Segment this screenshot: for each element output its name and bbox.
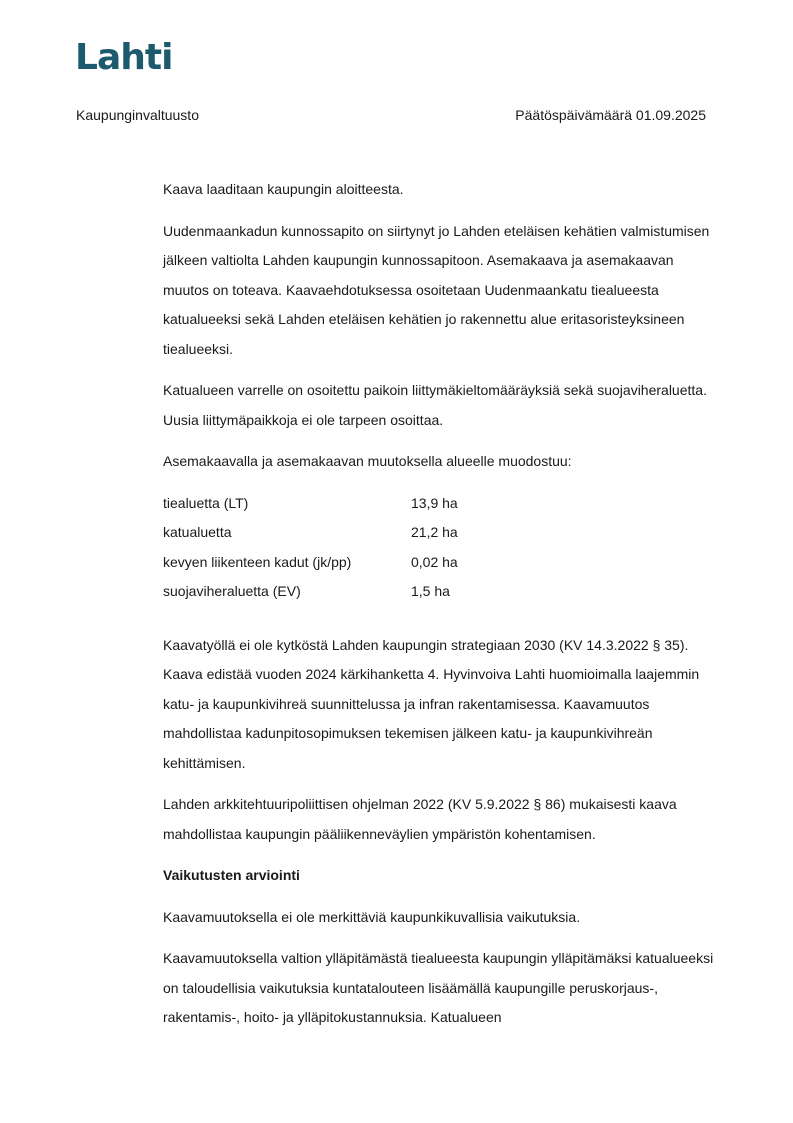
area-name: tiealuetta (LT) — [163, 494, 249, 511]
paragraph-street-area: Katualueen varrelle on osoitettu paikoin liittymäkieltomääräyksiä sekä suojaviheraluetta. Uusia liittymäpaikkoja ei ole tarpeen osoittaa. — [163, 382, 707, 428]
document-body — [163, 175, 723, 1045]
paragraph-cityscape-impact: Kaavamuutoksella ei ole merkittäviä kaupunkikuvallisia vaikutuksia. — [163, 908, 581, 925]
area-list — [163, 489, 723, 607]
paragraph-strategy: Kaavatyöllä ei ole kytköstä Lahden kaupungin strategiaan 2030 (KV 14.3.2022 § 35). Kaava edistää vuoden 2024 kärkihanketta 4. Hyvinvoiva Lahti huomioimalla laajemmin katu- ja kaupunkivihreä suunnittelussa ja infran rakentamisessa. Kaavamuutos mahdollistaa kadunpitosopimuksen tekemisen jälkeen katu- ja kaupunkivihreän kehittämisen. — [163, 636, 700, 771]
paragraph-architecture-policy: Lahden arkkitehtuuripoliittisen ohjelman 2022 (KV 5.9.2022 § 86) mukaisesti kaava mahdollistaa kaupungin pääliikenneväylien ympäristön kohentamisen. — [163, 796, 677, 842]
area-value: 13,9 ha — [411, 494, 458, 511]
area-value: 1,5 ha — [411, 583, 450, 599]
decision-date: Päätöspäivämäärä 01.09.2025 — [515, 107, 706, 123]
section-heading: Vaikutusten arviointi — [163, 867, 300, 883]
lahti-logo: Lahti — [75, 37, 173, 78]
area-value: 21,2 ha — [411, 524, 458, 540]
area-row — [163, 518, 723, 548]
area-name: kevyen liikenteen kadut (jk/pp) — [163, 553, 352, 570]
paragraph-maintenance: Uudenmaankadun kunnossapito on siirtynyt jo Lahden eteläisen kehätien valmistumisen jälkeen valtiolta Lahden kaupungin kunnossapitoon. Asemakaava ja asemakaavan muutos on toteava. Kaavaehdotuksessa osoitetaan Uudenmaankatu tiealueesta katualueeksi sekä Lahden eteläisen kehätien jo rakennettu alue eritasoristeyksineen tiealueeksi. — [163, 222, 710, 357]
area-name: suojaviheraluetta (EV) — [163, 583, 301, 599]
paragraph-initiative: Kaava laaditaan kaupungin aloitteesta. — [163, 181, 404, 197]
area-row — [163, 548, 723, 578]
area-value: 0,02 ha — [411, 553, 458, 570]
organ-name: Kaupunginvaltuusto — [76, 107, 199, 123]
area-row — [163, 577, 723, 607]
area-row — [163, 489, 723, 519]
paragraph-economic-impact: Kaavamuutoksella valtion ylläpitämästä tiealueesta kaupungin ylläpitämäksi katualueeksi on taloudellisia vaikutuksia kuntatalouteen lisäämällä kaupungille peruskorjaus-, rakentamis-, hoito- ja ylläpitokustannuksia. Katualueen — [163, 950, 714, 1025]
paragraph-areas-intro: Asemakaavalla ja asemakaavan muutoksella alueelle muodostuu: — [163, 453, 572, 469]
area-name: katualuetta — [163, 524, 232, 540]
